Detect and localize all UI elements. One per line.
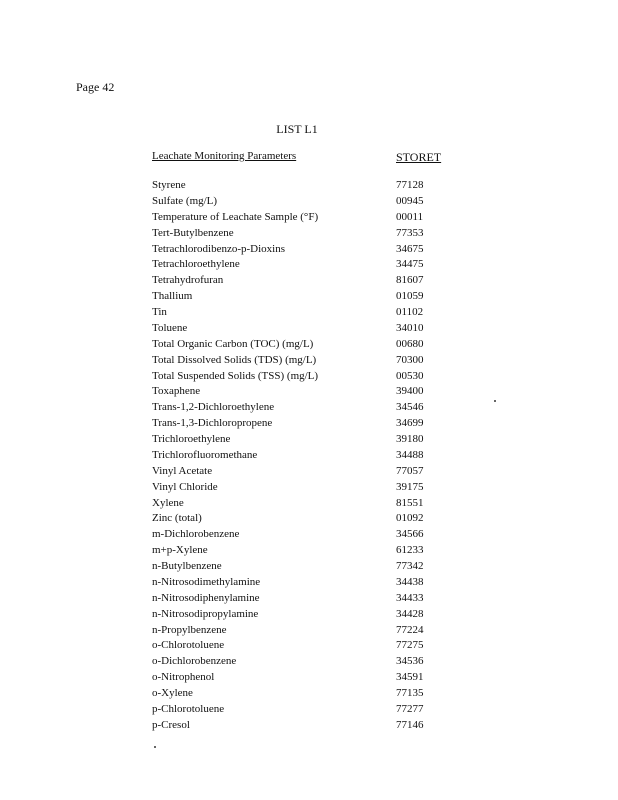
storet-code: 00011 [396, 210, 424, 223]
table-row [0, 416, 618, 432]
table-row [0, 575, 618, 591]
table-row [0, 337, 618, 353]
table-row [0, 480, 618, 496]
table-row [0, 527, 618, 543]
table-row [0, 242, 618, 258]
parameter-name: p-Chlorotoluene [152, 702, 225, 715]
table-row [0, 226, 618, 242]
table-row [0, 591, 618, 607]
storet-code: 77128 [396, 179, 424, 191]
parameter-name: Vinyl Acetate [152, 464, 213, 477]
parameter-name: Tetrachlorodibenzo-p-Dioxins [152, 242, 286, 255]
storet-code: 77275 [396, 639, 424, 652]
table-row [0, 559, 618, 575]
storet-code: 77277 [396, 702, 424, 715]
table-row [0, 448, 618, 464]
table-row [0, 718, 618, 734]
table-row [0, 496, 618, 512]
page-number: Page 42 [76, 80, 115, 94]
scan-speck [494, 400, 496, 402]
parameter-name: Sulfate (mg/L) [152, 194, 218, 207]
parameter-name: Tin [152, 306, 167, 318]
table-row [0, 670, 618, 686]
table-row [0, 273, 618, 289]
storet-code: 77146 [396, 718, 424, 731]
storet-column-header: STORET [396, 150, 442, 164]
parameter-name: Tetrachloroethylene [152, 258, 240, 271]
parameter-name: m+p-Xylene [152, 544, 208, 557]
storet-code: 00945 [396, 194, 424, 207]
parameter-name: n-Nitrosodiphenylamine [152, 591, 260, 604]
storet-code: 34010 [396, 321, 424, 334]
storet-code: 34438 [396, 575, 424, 588]
storet-code: 81551 [396, 496, 424, 509]
parameter-name: Tetrahydrofuran [152, 274, 224, 287]
storet-code: 01092 [396, 512, 424, 525]
storet-code: 61233 [396, 544, 424, 557]
parameter-name: o-Nitrophenol [152, 671, 215, 684]
storet-code: 34475 [396, 258, 424, 271]
storet-code: 01102 [396, 306, 424, 318]
parameter-name: p-Cresol [152, 718, 190, 731]
table-row [0, 369, 618, 385]
parameter-name: o-Dichlorobenzene [152, 655, 237, 668]
storet-code: 39180 [396, 433, 424, 445]
storet-code: 34699 [396, 417, 424, 430]
parameter-name: m-Dichlorobenzene [152, 528, 240, 541]
parameter-name: Zinc (total) [152, 512, 202, 525]
table-row [0, 638, 618, 654]
parameter-name: Total Dissolved Solids (TDS) (mg/L) [152, 353, 317, 366]
table-row [0, 432, 618, 448]
table-row [0, 353, 618, 369]
parameter-name: Trichlorofluoromethane [152, 448, 258, 461]
storet-code: 34546 [396, 401, 424, 414]
parameter-name: n-Propylbenzene [152, 623, 227, 636]
storet-code: 77224 [396, 623, 424, 636]
parameter-name: Total Suspended Solids (TSS) (mg/L) [152, 369, 319, 382]
parameter-column-header: Leachate Monitoring Parameters [152, 150, 297, 162]
list-title: LIST L1 [276, 122, 318, 136]
table-row [0, 623, 618, 639]
parameter-list [0, 178, 618, 734]
table-row [0, 210, 618, 226]
parameter-name: Trans-1,2-Dichloroethylene [152, 401, 275, 414]
parameter-name: Total Organic Carbon (TOC) (mg/L) [152, 337, 314, 350]
parameter-name: n-Butylbenzene [152, 560, 222, 572]
table-row [0, 400, 618, 416]
storet-code: 34488 [396, 448, 424, 461]
storet-code: 34591 [396, 671, 424, 684]
storet-code: 81607 [396, 274, 424, 287]
table-row [0, 321, 618, 337]
storet-code: 00680 [396, 337, 424, 350]
parameter-name: n-Nitrosodimethylamine [152, 575, 261, 588]
storet-code: 39400 [396, 385, 424, 398]
table-row [0, 686, 618, 702]
storet-code: 77342 [396, 560, 424, 572]
table-row [0, 194, 618, 210]
table-row [0, 511, 618, 527]
storet-code: 34433 [396, 591, 424, 604]
table-row [0, 289, 618, 305]
parameter-name: Xylene [152, 496, 184, 509]
storet-code: 34428 [396, 607, 424, 620]
storet-code: 34675 [396, 242, 424, 255]
table-header [0, 150, 618, 166]
parameter-name: o-Xylene [152, 687, 193, 699]
storet-code: 70300 [396, 353, 424, 366]
storet-code: 77057 [396, 464, 424, 477]
parameter-name: Toluene [152, 321, 188, 334]
parameter-name: Vinyl Chloride [152, 480, 218, 493]
table-row [0, 305, 618, 321]
parameter-name: Temperature of Leachate Sample (°F) [152, 210, 319, 223]
scan-speck [154, 746, 156, 748]
storet-code: 01059 [396, 290, 424, 303]
storet-code: 00530 [396, 369, 424, 382]
parameter-name: Toxaphene [152, 385, 201, 398]
parameter-name: n-Nitrosodipropylamine [152, 607, 259, 620]
storet-code: 34536 [396, 655, 424, 668]
table-row [0, 257, 618, 273]
table-row [0, 702, 618, 718]
storet-code: 77353 [396, 226, 424, 239]
storet-code: 77135 [396, 687, 424, 699]
parameter-name: Trichloroethylene [152, 433, 231, 445]
parameter-name: Thallium [152, 290, 193, 303]
table-row [0, 178, 618, 194]
storet-code: 34566 [396, 528, 424, 541]
parameter-name: Styrene [152, 179, 186, 191]
parameter-name: Trans-1,3-Dichloropropene [152, 417, 273, 430]
table-row [0, 607, 618, 623]
storet-code: 39175 [396, 480, 424, 493]
table-row [0, 464, 618, 480]
parameter-name: o-Chlorotoluene [152, 639, 225, 652]
parameter-name: Tert-Butylbenzene [152, 226, 234, 239]
table-row [0, 543, 618, 559]
table-row [0, 654, 618, 670]
table-row [0, 384, 618, 400]
